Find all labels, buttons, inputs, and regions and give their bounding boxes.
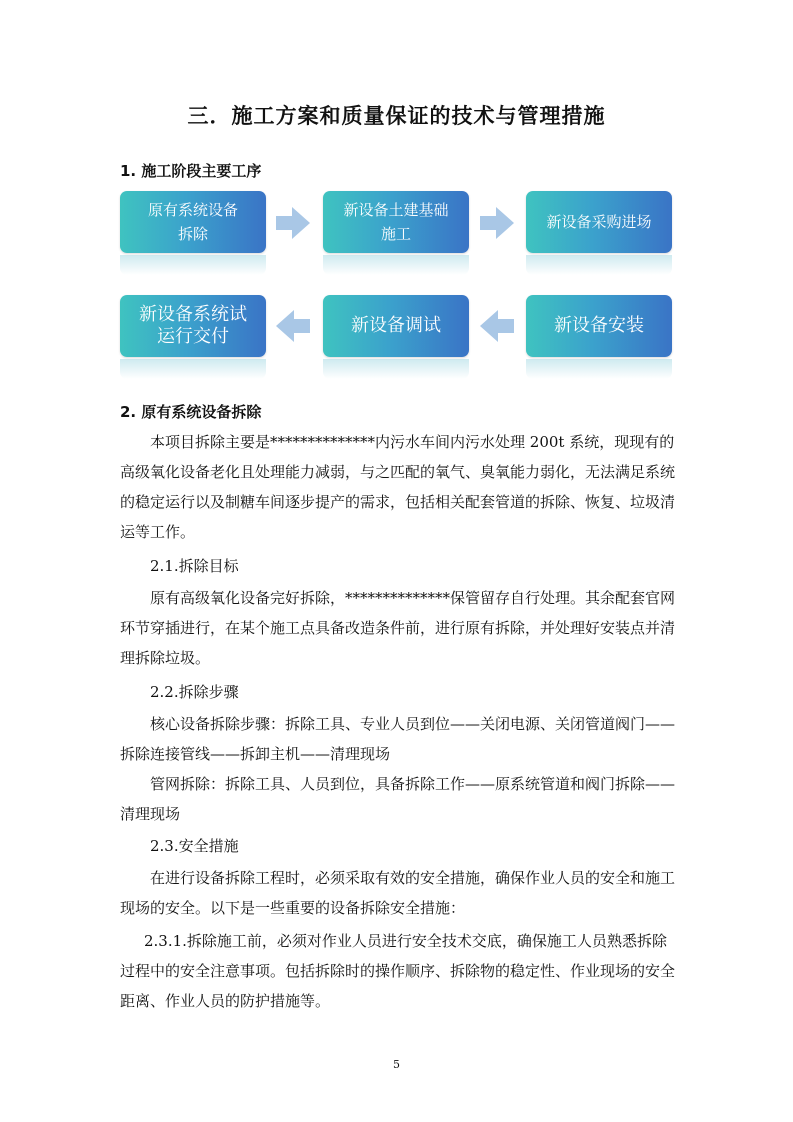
flow-step-1	[120, 191, 266, 253]
flow-step-label-line: 施工	[380, 225, 411, 243]
flow-step-6	[120, 295, 266, 357]
flow-step-label-line: 运行交付	[157, 326, 229, 347]
flow-step-4	[526, 295, 672, 357]
flow-step-6-reflection	[120, 359, 266, 379]
flow-step-2	[323, 191, 469, 253]
flow-step-3-label	[546, 210, 651, 234]
flow-step-label-line: 新设备采购进场	[546, 213, 652, 231]
left-arrow-icon	[276, 310, 310, 342]
flow-step-4-reflection	[526, 359, 672, 379]
subsection-2-3-text: 在进行设备拆除工程时，必须采取有效的安全措施，确保作业人员的安全和施工现场的安全。以下是一些重要的设备拆除安全措施：	[120, 869, 676, 917]
flow-step-2-reflection	[323, 255, 469, 275]
subsection-2-3-1-text: 2.3.1.拆除施工前，必须对作业人员进行安全技术交底，确保施工人员熟悉拆除过程中的安全注意事项。包括拆除时的操作顺序、拆除物的稳定性、作业现场的安全距离、作业人员的防护措施等。	[120, 932, 676, 1010]
subsection-2-1-title: 2.1.拆除目标	[150, 557, 239, 575]
subsection-2-3-title: 2.3.安全措施	[150, 837, 239, 855]
flow-step-6-label	[139, 304, 247, 348]
flow-step-5-label	[351, 313, 441, 339]
subsection-2-2-title: 2.2.拆除步骤	[150, 683, 239, 701]
flow-step-1-label	[148, 198, 238, 246]
flow-step-3	[526, 191, 672, 253]
subsection-2-2-text-2: 管网拆除：拆除工具、人员到位，具备拆除工作——原系统管道和阀门拆除——清理现场	[120, 775, 676, 823]
page-number: 5	[393, 1058, 400, 1071]
right-arrow-icon	[276, 207, 310, 239]
flow-step-label-line: 新设备安装	[554, 315, 644, 336]
page-title: 三．施工方案和质量保证的技术与管理措施	[187, 104, 606, 128]
flow-step-3-reflection	[526, 255, 672, 275]
right-arrow-icon	[480, 207, 514, 239]
flow-step-label-line: 新设备系统试	[139, 304, 247, 325]
subsection-2-1-text: 原有高级氧化设备完好拆除，**************保管留存自行处理。其余配套官网环节穿插进行，在某个施工点具备改造条件前，进行原有拆除，并处理好安装点并清理拆除垃圾。	[120, 589, 676, 667]
subsection-2-2-text-1: 核心设备拆除步骤：拆除工具、专业人员到位——关闭电源、关闭管道阀门——拆除连接管线——拆卸主机——清理现场	[120, 715, 676, 763]
flow-step-label-line: 原有系统设备	[147, 201, 238, 219]
flow-step-label-line: 新设备土建基础	[343, 201, 449, 219]
flow-step-label-line: 新设备调试	[351, 315, 441, 336]
flow-step-1-reflection	[120, 255, 266, 275]
flow-step-5	[323, 295, 469, 357]
flow-step-label-line: 拆除	[177, 225, 208, 243]
left-arrow-icon	[480, 310, 514, 342]
flow-step-5-reflection	[323, 359, 469, 379]
flow-step-2-label	[343, 198, 448, 246]
intro-paragraph: 本项目拆除主要是**************内污水车间内污水处理 200t 系统，现现有的高级氧化设备老化且处理能力减弱，与之匹配的氧气、臭氧能力弱化，无法满足系统的稳定运行以及制糖车间逐步提产的需求，包括相关配套管道的拆除、恢复、垃圾清运等工作。	[120, 433, 676, 541]
section-1-heading: 1. 施工阶段主要工序	[120, 162, 262, 180]
flow-step-4-label	[554, 313, 644, 339]
section-2-heading: 2. 原有系统设备拆除	[120, 403, 262, 421]
